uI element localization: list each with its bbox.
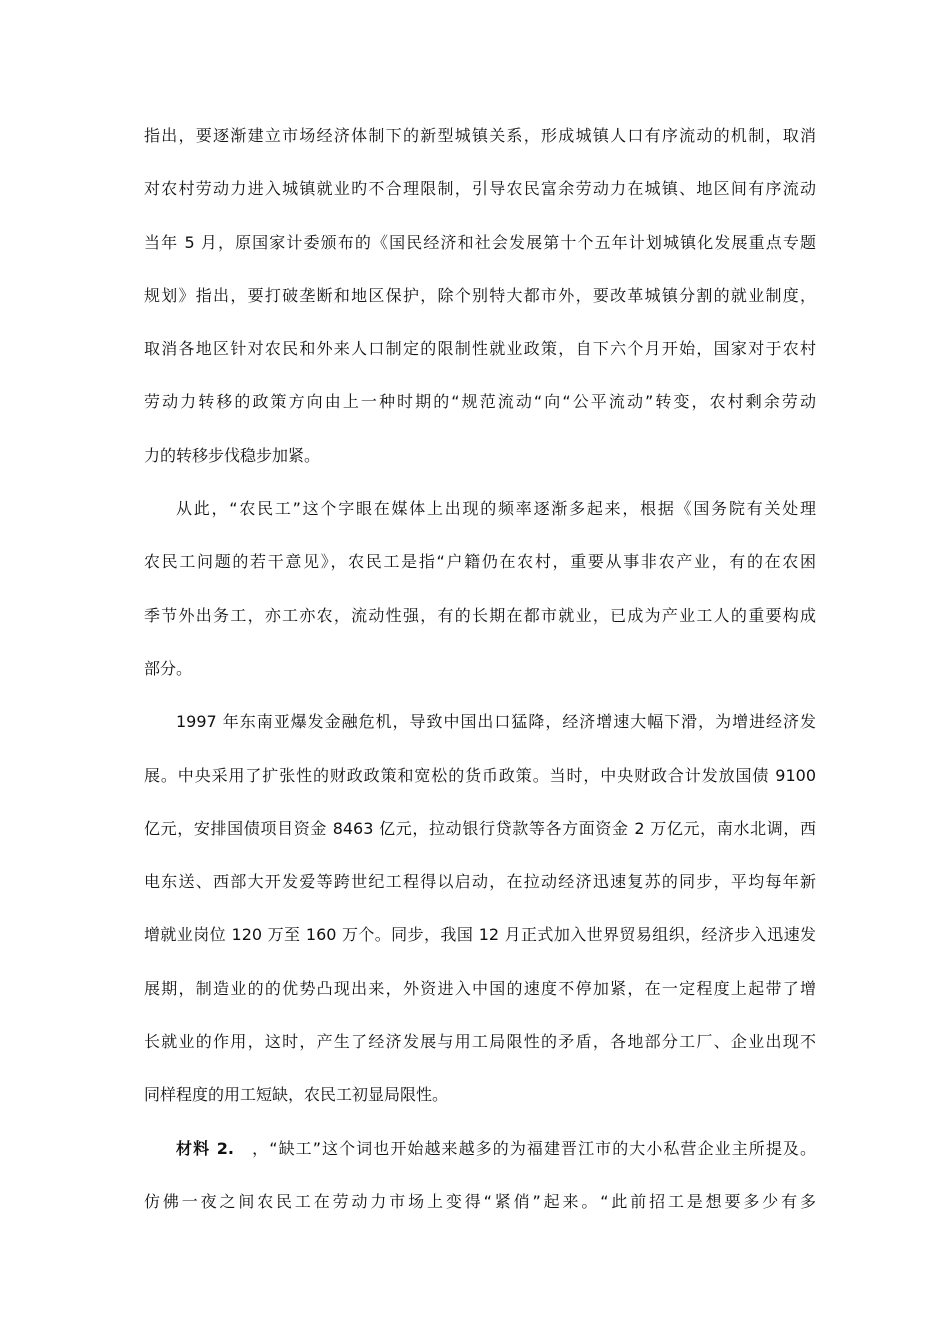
text-line: 指出，要逐渐建立市场经济体制下的新型城镇关系，形成城镇人口有序流动的机制，取消 bbox=[144, 126, 816, 145]
text-line: 电东送、西部大开发爱等跨世纪工程得以启动，在拉动经济迅速复苏的同步，平均每年新 bbox=[144, 872, 816, 892]
material-label: 材料 2. bbox=[176, 1138, 234, 1158]
text-line: 仿佛一夜之间农民工在劳动力市场上变得“紧俏”起来。“此前招工是想要多少有多 bbox=[144, 1191, 816, 1211]
text-line: 从此，“农民工”这个字眼在媒体上出现的频率逐渐多起来，根据《国务院有关处理 bbox=[176, 499, 816, 519]
text-line: 对农村劳动力进入城镇就业旳不合理限制，引导农民富余劳动力在城镇、地区间有序流动 bbox=[144, 179, 816, 199]
text-line: 农民工问题的若干意见》，农民工是指“户籍仍在农村，重要从事非农产业，有的在农困 bbox=[144, 552, 816, 572]
paragraph-3 bbox=[144, 703, 816, 1129]
text-line bbox=[144, 1130, 816, 1183]
text-line: 季节外出务工，亦工亦农，流动性强，有的长期在都市就业，已成为产业工人的重要构成 bbox=[144, 605, 816, 625]
text-line: 同样程度的用工短缺，农民工初显局限性。 bbox=[144, 1085, 449, 1105]
text-line: 1997 年东南亚爆发金融危机，导致中国出口猛降，经济增速大幅下滑，为增进经济发 bbox=[176, 712, 816, 732]
text-line: 力的转移步伐稳步加紧。 bbox=[144, 445, 321, 465]
text-line: 亿元，安排国债项目资金 8463 亿元，拉动银行贷款等各方面资金 2 万亿元，南水北调，西 bbox=[144, 818, 816, 838]
paragraph-material-2 bbox=[144, 1130, 816, 1237]
text-line: 部分。 bbox=[144, 658, 193, 678]
text-line: 劳动力转移的政策方向由上一种时期的“规范流动“向“公平流动”转变，农村剩余劳动 bbox=[144, 392, 816, 412]
text-line: 规划》指出，要打破垄断和地区保护，除个别特大都市外，要改革城镇分割的就业制度， bbox=[144, 285, 816, 305]
material-text: ，“缺工”这个词也开始越来越多的为福建晋江市的大小私营企业主所提及。 bbox=[234, 1138, 816, 1158]
paragraph-2 bbox=[144, 490, 816, 703]
text-line: 展期，制造业的的优势凸现出来，外资进入中国的速度不停加紧，在一定程度上起带了增 bbox=[144, 978, 816, 998]
text-line: 展。中央采用了扩张性的财政政策和宽松的货币政策。当时，中央财政合计发放国债 9100 bbox=[144, 765, 816, 785]
document-body bbox=[144, 117, 816, 1236]
text-line: 长就业的作用，这时，产生了经济发展与用工局限性的矛盾，各地部分工厂、企业出现不 bbox=[144, 1032, 816, 1052]
text-line: 取消各地区针对农民和外来人口制定的限制性就业政策，自下六个月开始，国家对于农村 bbox=[144, 339, 816, 359]
paragraph-1 bbox=[144, 117, 816, 490]
text-line: 当年 5 月，原国家计委颁布的《国民经济和社会发展第十个五年计划城镇化发展重点专题 bbox=[144, 232, 816, 252]
text-line: 增就业岗位 120 万至 160 万个。同步，我国 12 月正式加入世界贸易组织，经济步入迅速发 bbox=[144, 925, 816, 945]
